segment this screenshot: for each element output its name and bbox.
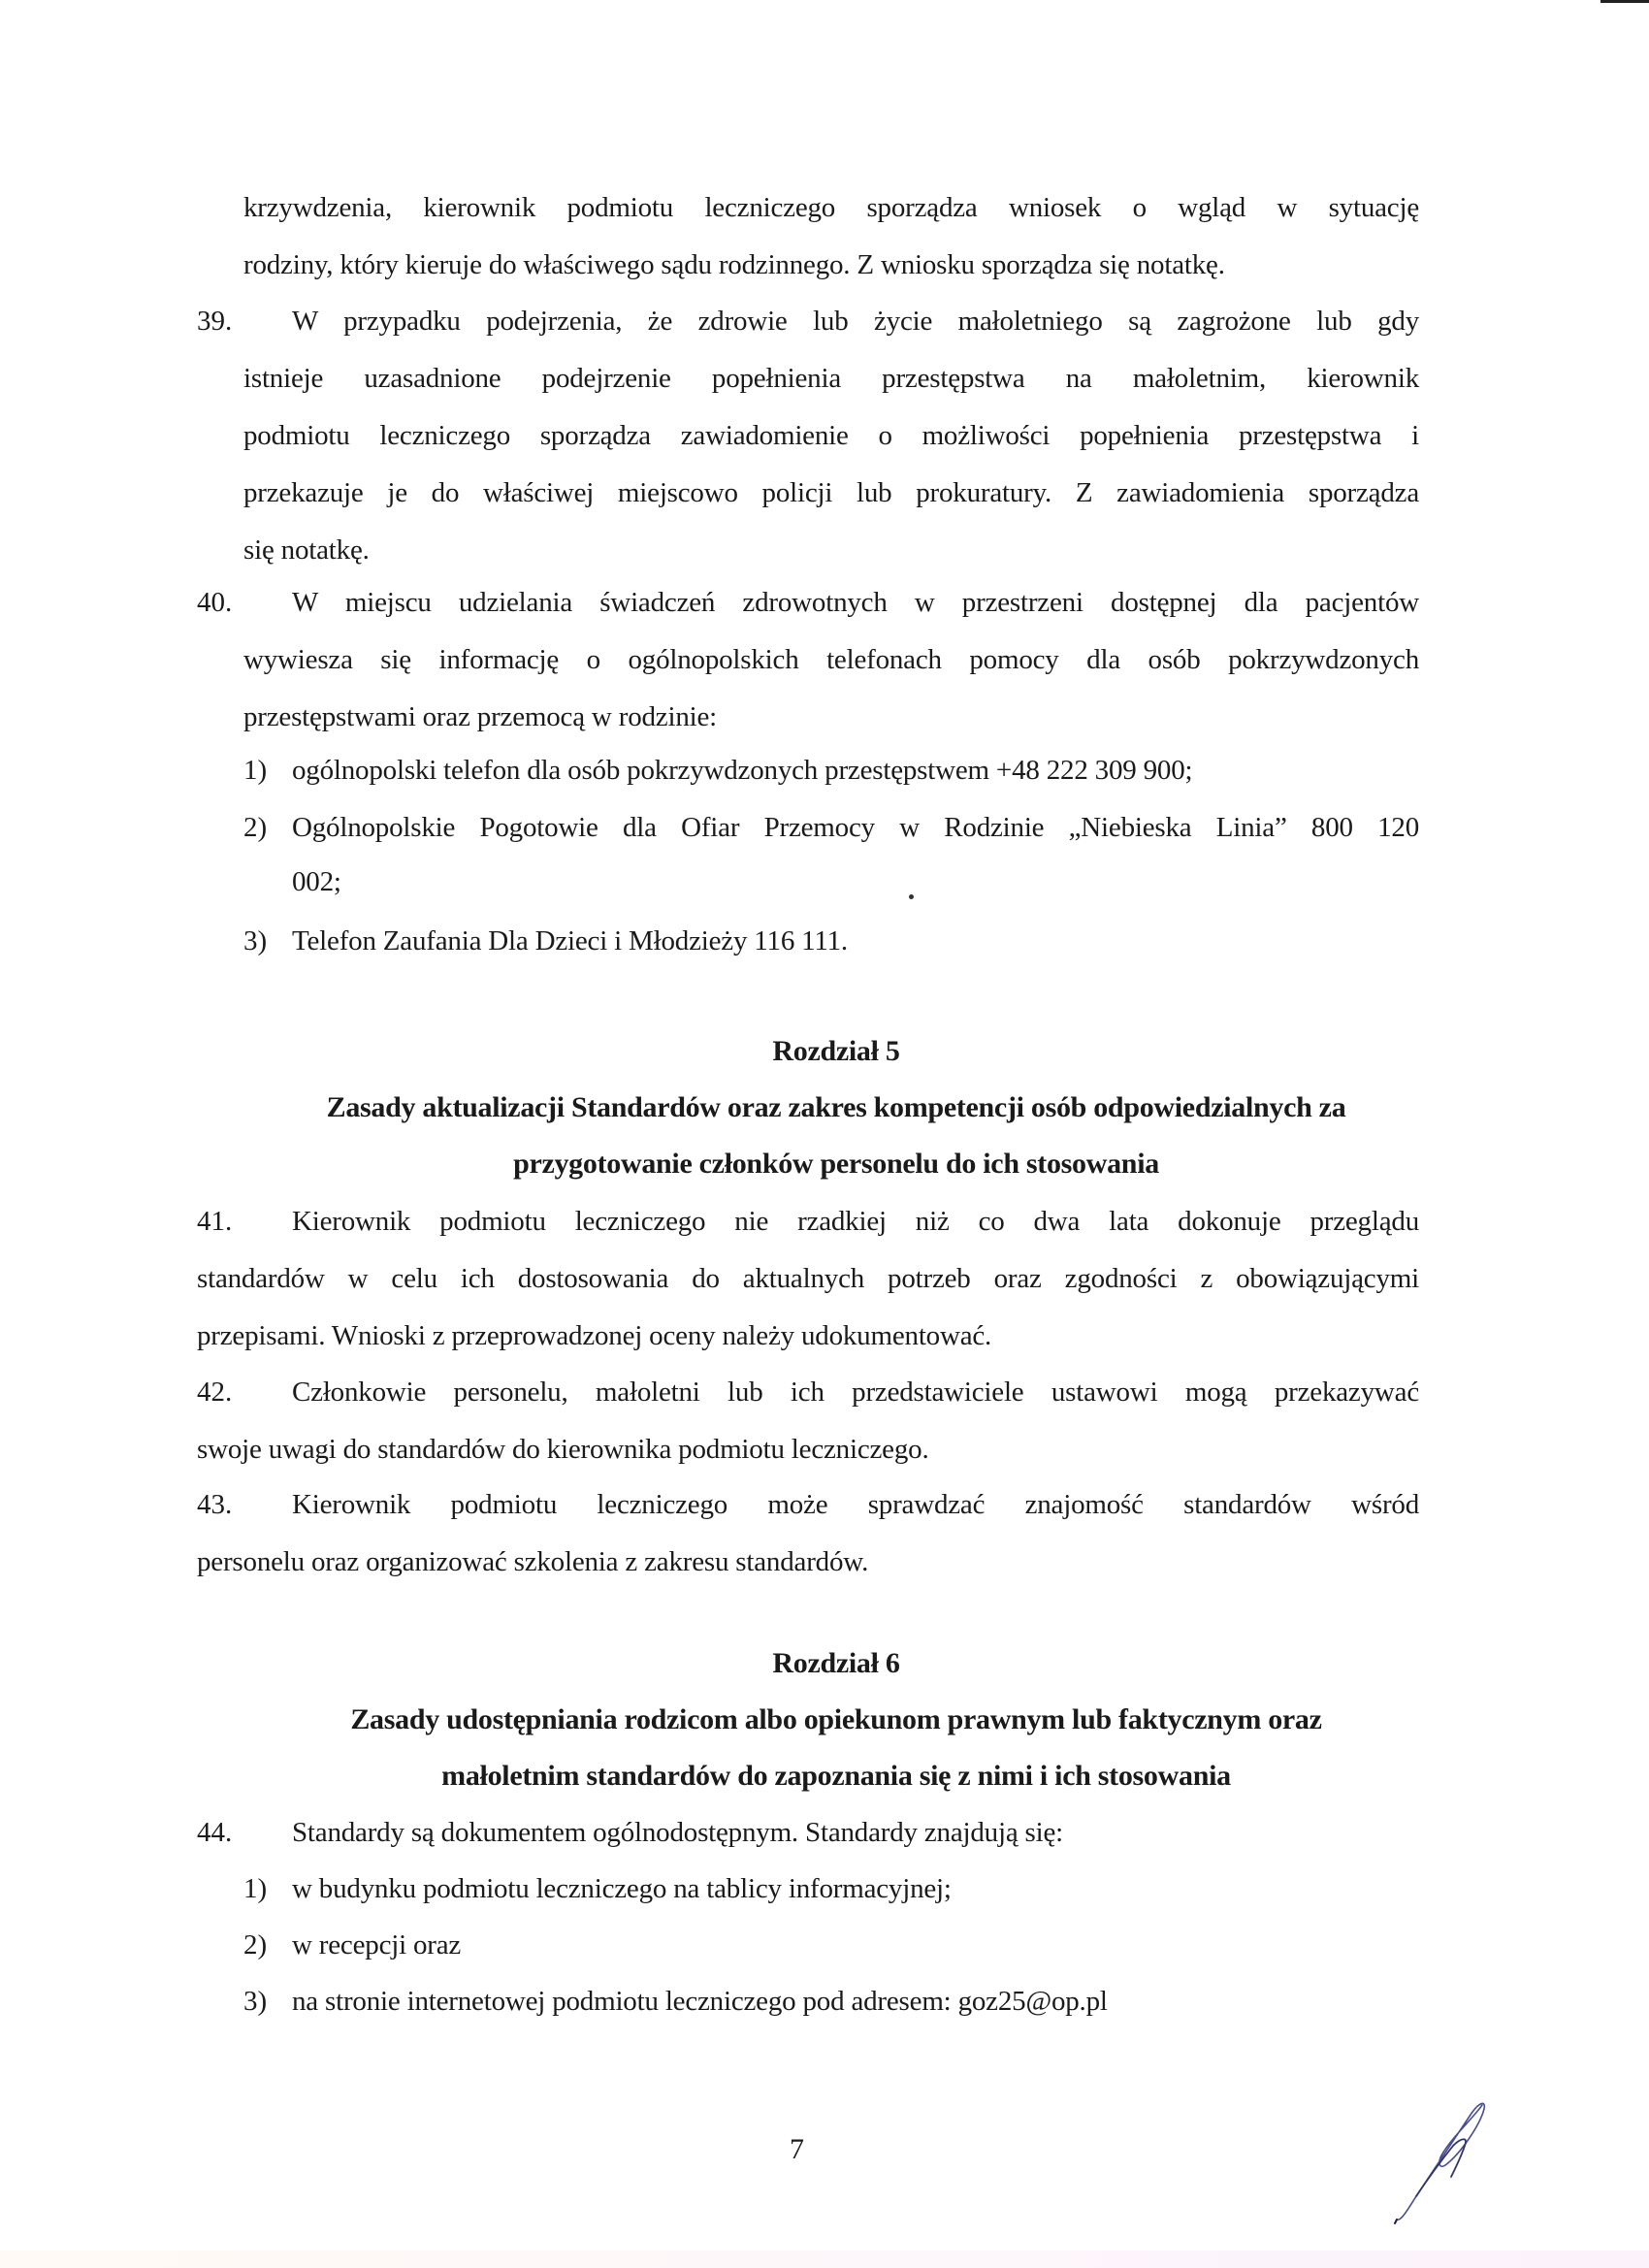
paragraph-40-line-2: wywiesza się informację o ogólnopolskich telefonach pomocy dla osób pokrzywdzonych	[243, 644, 1419, 675]
list-marker-40-3: 3)	[243, 925, 268, 956]
page-number: 7	[790, 2133, 804, 2165]
list-marker-40-2: 2)	[243, 812, 268, 843]
paragraph-40-line-1: W miejscu udzielania świadczeń zdrowotnych w przestrzeni dostępnej dla pacjentów	[292, 587, 1419, 618]
list-marker-44-3: 3)	[243, 1986, 268, 2017]
chapter-5-title-line-1: Zasady aktualizacji Standardów oraz zakres kompetencji osób odpowiedzialnych za	[326, 1091, 1346, 1123]
paragraph-39-line-5: się notatkę.	[243, 535, 370, 566]
paragraph-number-39: 39.	[197, 306, 233, 337]
paragraph-number-44: 44.	[197, 1817, 233, 1848]
list-item-40-1: ogólnopolski telefon dla osób pokrzywdzonych przestępstwem +48 222 309 900;	[292, 755, 1193, 786]
chapter-6-title-line-1: Zasady udostępniania rodzicom albo opiekunom prawnym lub faktycznym oraz	[350, 1703, 1322, 1735]
paragraph-39-line-3: podmiotu leczniczego sporządza zawiadomienie o możliwości popełnienia przestępstwa i	[243, 420, 1419, 451]
list-item-44-2: w recepcji oraz	[292, 1929, 462, 1960]
continuation-line-1: krzywdzenia, kierownik podmiotu leczniczego sporządza wniosek o wgląd w sytuację	[243, 192, 1419, 223]
paragraph-40-line-3: przestępstwami oraz przemocą w rodzinie:	[243, 701, 718, 732]
paragraph-43-line-2: personelu oraz organizować szkolenia z zakresu standardów.	[197, 1546, 869, 1577]
scan-edge-tint	[0, 2251, 1649, 2268]
list-item-44-3: na stronie internetowej podmiotu leczniczego pod adresem: goz25@op.pl	[292, 1986, 1108, 2017]
paragraph-39-line-1: W przypadku podejrzenia, że zdrowie lub życie małoletniego są zagrożone lub gdy	[292, 306, 1419, 337]
paragraph-39-line-4: przekazuje je do właściwej miejscowo policji lub prokuratury. Z zawiadomienia sporządza	[243, 477, 1419, 508]
paragraph-41-line-2: standardów w celu ich dostosowania do aktualnych potrzeb oraz zgodności z obowiązującymi	[197, 1263, 1419, 1294]
paragraph-44-line-1: Standardy są dokumentem ogólnodostępnym. Standardy znajdują się:	[292, 1817, 1064, 1848]
chapter-6-title-line-2: małoletnim standardów do zapoznania się z nimi i ich stosowania	[441, 1760, 1231, 1792]
list-marker-40-1: 1)	[243, 755, 268, 786]
paragraph-number-40: 40.	[197, 587, 233, 618]
list-item-40-3: Telefon Zaufania Dla Dzieci i Młodzieży 116 111.	[292, 925, 848, 956]
scan-corner-mark	[1600, 0, 1649, 3]
scan-artifact-dot	[909, 894, 914, 899]
list-item-44-1: w budynku podmiotu leczniczego na tablicy informacyjnej;	[292, 1873, 952, 1904]
continuation-line-2: rodziny, który kieruje do właściwego sądu rodzinnego. Z wniosku sporządza się notatkę.	[243, 249, 1225, 280]
list-item-40-2-line-2: 002;	[292, 866, 341, 897]
chapter-5-title-line-2: przygotowanie członków personelu do ich stosowania	[513, 1148, 1159, 1180]
list-marker-44-2: 2)	[243, 1929, 268, 1960]
paragraph-41-line-1: Kierownik podmiotu leczniczego nie rzadkiej niż co dwa lata dokonuje przeglądu	[292, 1206, 1419, 1237]
paragraph-39-line-2: istnieje uzasadnione podejrzenie popełnienia przestępstwa na małoletnim, kierownik	[243, 363, 1419, 394]
paragraph-number-42: 42.	[197, 1377, 233, 1408]
paragraph-42-line-2: swoje uwagi do standardów do kierownika podmiotu leczniczego.	[197, 1434, 929, 1465]
paragraph-41-line-3: przepisami. Wnioski z przeprowadzonej oceny należy udokumentować.	[197, 1320, 992, 1351]
chapter-5-label: Rozdział 5	[772, 1035, 900, 1067]
paragraph-43-line-1: Kierownik podmiotu leczniczego może sprawdzać znajomość standardów wśród	[292, 1489, 1419, 1520]
paragraph-number-41: 41.	[197, 1206, 233, 1237]
paragraph-42-line-1: Członkowie personelu, małoletni lub ich przedstawiciele ustawowi mogą przekazywać	[292, 1377, 1419, 1408]
list-item-40-2-line-1: Ogólnopolskie Pogotowie dla Ofiar Przemocy w Rodzinie „Niebieska Linia” 800 120	[292, 812, 1419, 843]
list-marker-44-1: 1)	[243, 1873, 268, 1904]
handwritten-signature-icon	[1377, 2095, 1552, 2231]
chapter-6-label: Rozdział 6	[772, 1647, 900, 1679]
paragraph-number-43: 43.	[197, 1489, 233, 1520]
